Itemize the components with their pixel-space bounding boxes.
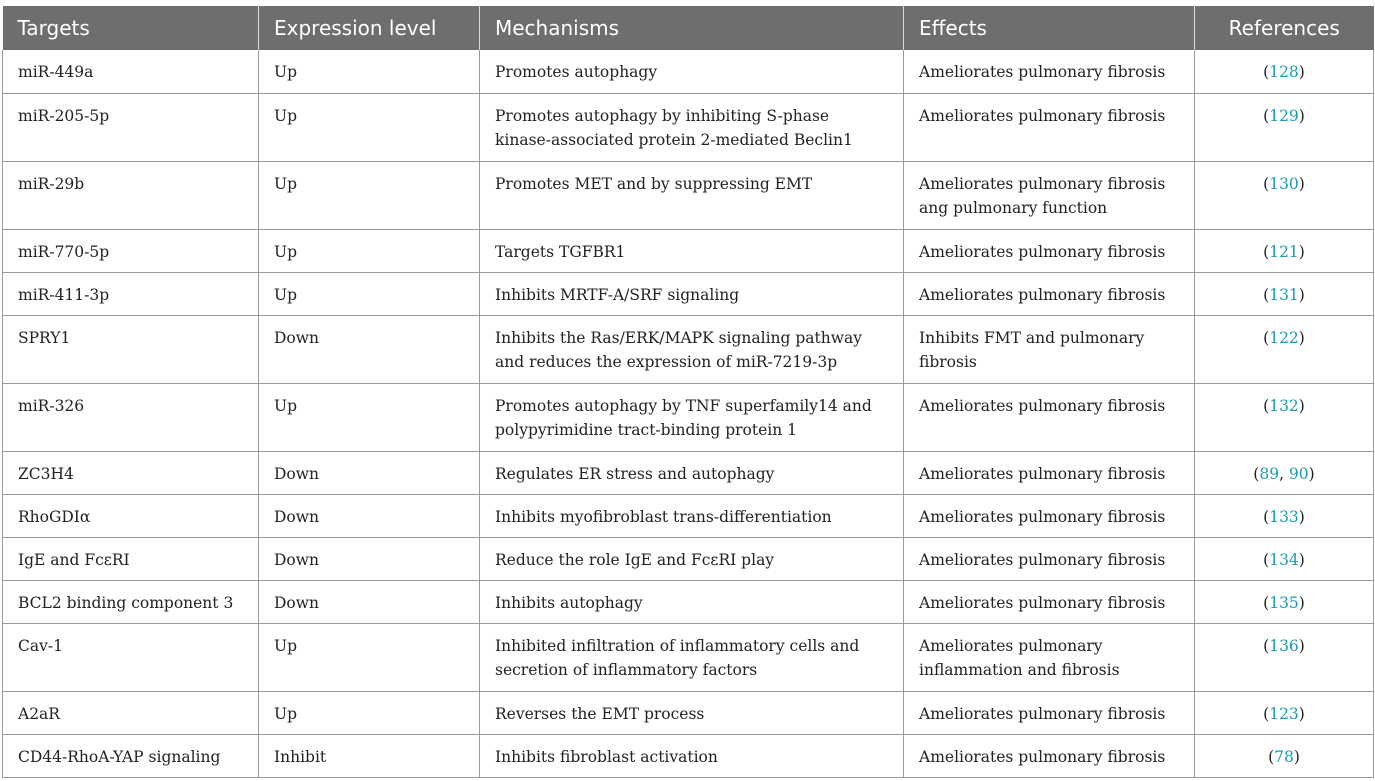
expression-level-cell: Up	[259, 691, 480, 734]
targets-table-container	[2, 6, 1373, 778]
target-cell: miR-770-5p	[3, 229, 259, 272]
reference-link[interactable]: 123	[1269, 704, 1299, 723]
expression-level-cell: Down	[259, 451, 480, 494]
effect-cell: Ameliorates pulmonary fibrosis ang pulmonary function	[904, 161, 1195, 229]
target-cell: ZC3H4	[3, 451, 259, 494]
mechanism-cell: Inhibits myofibroblast trans-differentiation	[480, 494, 904, 537]
reference-link[interactable]: 129	[1269, 106, 1299, 125]
expression-level-cell: Down	[259, 494, 480, 537]
table-row	[3, 451, 1374, 494]
mechanism-cell: Inhibits the Ras/ERK/MAPK signaling pathway and reduces the expression of miR-7219-3p	[480, 315, 904, 383]
expression-level-cell: Up	[259, 623, 480, 691]
reference-cell: (132)	[1195, 383, 1374, 451]
target-cell: BCL2 binding component 3	[3, 580, 259, 623]
table-row	[3, 272, 1374, 315]
reference-cell: (135)	[1195, 580, 1374, 623]
header-effects: Effects	[904, 6, 1195, 50]
table-row	[3, 229, 1374, 272]
effect-cell: Ameliorates pulmonary fibrosis	[904, 229, 1195, 272]
mechanism-cell: Inhibits MRTF-A/SRF signaling	[480, 272, 904, 315]
expression-level-cell: Down	[259, 537, 480, 580]
expression-level-cell: Up	[259, 93, 480, 161]
mechanism-cell: Inhibited infiltration of inflammatory cells and secretion of inflammatory factors	[480, 623, 904, 691]
table-row	[3, 161, 1374, 229]
reference-link[interactable]: 134	[1269, 550, 1299, 569]
effect-cell: Ameliorates pulmonary fibrosis	[904, 494, 1195, 537]
reference-cell: (129)	[1195, 93, 1374, 161]
effect-cell: Ameliorates pulmonary fibrosis	[904, 383, 1195, 451]
reference-link[interactable]: 131	[1269, 285, 1299, 304]
mechanism-cell: Targets TGFBR1	[480, 229, 904, 272]
table-row	[3, 50, 1374, 93]
reference-link[interactable]: 136	[1269, 636, 1299, 655]
reference-cell: (122)	[1195, 315, 1374, 383]
mechanism-cell: Reverses the EMT process	[480, 691, 904, 734]
effect-cell: Ameliorates pulmonary fibrosis	[904, 580, 1195, 623]
expression-level-cell: Down	[259, 580, 480, 623]
reference-cell: (133)	[1195, 494, 1374, 537]
effect-cell: Ameliorates pulmonary fibrosis	[904, 272, 1195, 315]
header-targets: Targets	[3, 6, 259, 50]
header-mechanisms: Mechanisms	[480, 6, 904, 50]
effect-cell: Ameliorates pulmonary fibrosis	[904, 691, 1195, 734]
reference-link[interactable]: 135	[1269, 593, 1299, 612]
reference-link[interactable]: 122	[1269, 328, 1299, 347]
reference-cell: (134)	[1195, 537, 1374, 580]
expression-level-cell: Up	[259, 229, 480, 272]
table-row	[3, 315, 1374, 383]
header-references: References	[1195, 6, 1374, 50]
expression-level-cell: Down	[259, 315, 480, 383]
effect-cell: Ameliorates pulmonary fibrosis	[904, 451, 1195, 494]
reference-link[interactable]: 89	[1259, 464, 1280, 483]
reference-link[interactable]: 128	[1269, 63, 1299, 81]
reference-link[interactable]: 90	[1288, 464, 1309, 483]
mechanism-cell: Promotes autophagy by TNF superfamily14 and polypyrimidine tract-binding protein 1	[480, 383, 904, 451]
mechanism-cell: Reduce the role IgE and FcεRI play	[480, 537, 904, 580]
reference-cell: (130)	[1195, 161, 1374, 229]
target-cell: miR-326	[3, 383, 259, 451]
reference-cell: (123)	[1195, 691, 1374, 734]
targets-table	[2, 6, 1374, 778]
target-cell: RhoGDIα	[3, 494, 259, 537]
effect-cell: Ameliorates pulmonary inflammation and fibrosis	[904, 623, 1195, 691]
expression-level-cell: Up	[259, 272, 480, 315]
reference-link[interactable]: 133	[1269, 507, 1299, 526]
mechanism-cell: Promotes autophagy by inhibiting S-phase kinase-associated protein 2-mediated Beclin1	[480, 93, 904, 161]
mechanism-cell: Promotes MET and by suppressing EMT	[480, 161, 904, 229]
table-row	[3, 580, 1374, 623]
target-cell: IgE and FcεRI	[3, 537, 259, 580]
target-cell: SPRY1	[3, 315, 259, 383]
mechanism-cell: Regulates ER stress and autophagy	[480, 451, 904, 494]
target-cell: miR-449a	[3, 50, 259, 93]
table-row	[3, 623, 1374, 691]
target-cell: A2aR	[3, 691, 259, 734]
table-row	[3, 93, 1374, 161]
target-cell: miR-411-3p	[3, 272, 259, 315]
reference-cell: (121)	[1195, 229, 1374, 272]
effect-cell: Ameliorates pulmonary fibrosis	[904, 93, 1195, 161]
mechanism-cell: Promotes autophagy	[480, 50, 904, 93]
table-row	[3, 734, 1374, 777]
expression-level-cell: Inhibit	[259, 734, 480, 777]
reference-cell: (131)	[1195, 272, 1374, 315]
reference-link[interactable]: 121	[1269, 242, 1299, 261]
mechanism-cell: Inhibits autophagy	[480, 580, 904, 623]
reference-link[interactable]: 78	[1274, 747, 1294, 766]
expression-level-cell: Up	[259, 50, 480, 93]
mechanism-cell: Inhibits fibroblast activation	[480, 734, 904, 777]
header-expression-level: Expression level	[259, 6, 480, 50]
reference-cell: (128)	[1195, 50, 1374, 93]
effect-cell: Ameliorates pulmonary fibrosis	[904, 537, 1195, 580]
reference-cell: (136)	[1195, 623, 1374, 691]
target-cell: CD44-RhoA-YAP signaling	[3, 734, 259, 777]
expression-level-cell: Up	[259, 161, 480, 229]
table-row	[3, 691, 1374, 734]
effect-cell: Inhibits FMT and pulmonary fibrosis	[904, 315, 1195, 383]
effect-cell: Ameliorates pulmonary fibrosis	[904, 734, 1195, 777]
table-row	[3, 494, 1374, 537]
target-cell: miR-29b	[3, 161, 259, 229]
reference-link[interactable]: 130	[1269, 174, 1299, 193]
table-header-row	[3, 6, 1374, 50]
table-row	[3, 383, 1374, 451]
target-cell: miR-205-5p	[3, 93, 259, 161]
reference-link[interactable]: 132	[1269, 396, 1299, 415]
table-body	[3, 50, 1374, 777]
effect-cell: Ameliorates pulmonary fibrosis	[904, 50, 1195, 93]
reference-cell: (78)	[1195, 734, 1374, 777]
target-cell: Cav-1	[3, 623, 259, 691]
reference-cell: (89, 90)	[1195, 451, 1374, 494]
table-row	[3, 537, 1374, 580]
expression-level-cell: Up	[259, 383, 480, 451]
